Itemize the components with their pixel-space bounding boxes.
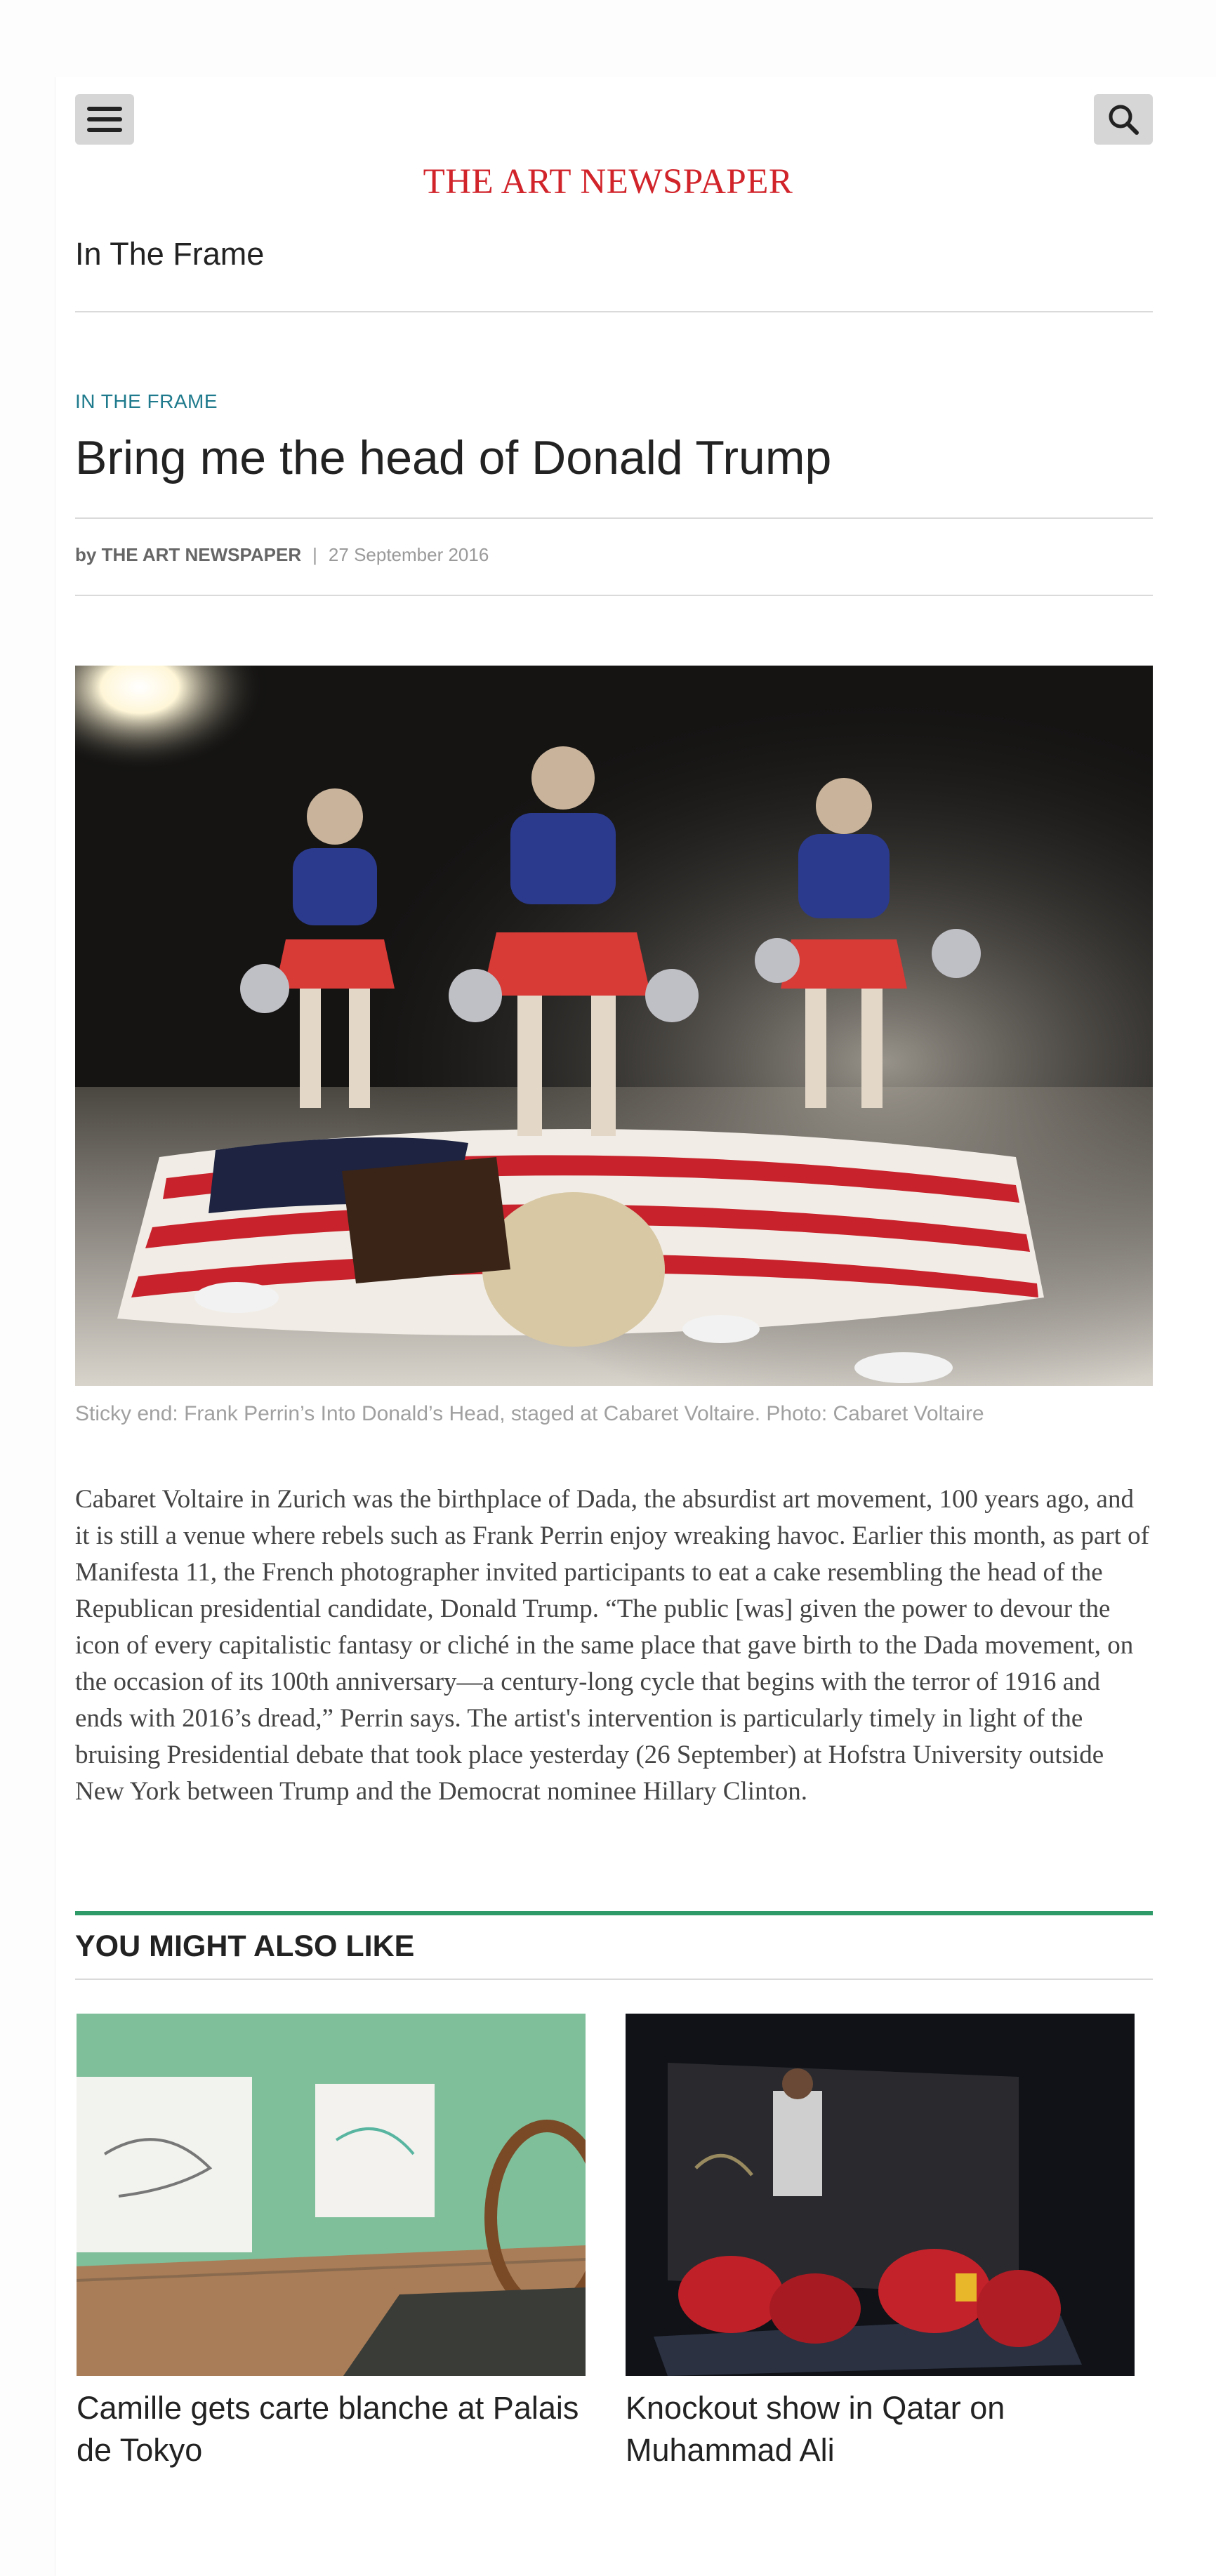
hero-image: [75, 666, 1153, 1386]
author-name[interactable]: THE ART NEWSPAPER: [101, 544, 302, 565]
related-card-image-1[interactable]: [77, 2014, 586, 2376]
search-icon: [1107, 103, 1139, 136]
section-title[interactable]: In The Frame: [75, 236, 265, 272]
publish-date: 27 September 2016: [328, 544, 489, 565]
article-kicker[interactable]: IN THE FRAME: [75, 390, 218, 412]
header-divider: [75, 311, 1153, 312]
related-card-image-2[interactable]: [626, 2014, 1135, 2376]
byline-separator: |: [312, 544, 317, 565]
related-accent-rule: [75, 1911, 1153, 1915]
headline-divider: [75, 517, 1153, 519]
search-button[interactable]: [1094, 94, 1153, 145]
related-card-title-1[interactable]: Camille gets carte blanche at Palais de Tokyo: [77, 2390, 579, 2468]
article-headline: Bring me the head of Donald Trump: [75, 431, 832, 484]
hamburger-menu-icon: [86, 104, 124, 135]
related-divider: [75, 1979, 1153, 1980]
related-heading: YOU MIGHT ALSO LIKE: [75, 1929, 415, 1963]
byline-divider: [75, 595, 1153, 596]
menu-button[interactable]: [75, 94, 134, 145]
byline: [75, 544, 1153, 566]
article-body: Cabaret Voltaire in Zurich was the birthplace of Dada, the absurdist art movement, 100 years ago, and it is still a venue where rebels such as Frank Perrin enjoy wreaking havoc. Earlier this month, as part of Manifesta 11, the French photographer invited participants to eat a cake resembling the head of the Republican presidential candidate, Donald Trump. “The public [was] given the power to devour the icon of every capitalistic fantasy or cliché in the same place that gave birth to the Dada movement, on the occasion of its 100th anniversary—a century-long cycle that begins with the terror of 1916 and ends with 2016’s dread,” Perrin says. The artist's intervention is particularly timely in light of the bruising Presidential debate that took place yesterday (26 September) at Hofstra University outside New York between Trump and the Democrat nominee Hillary Clinton.: [75, 1485, 1149, 1806]
byline-prefix: by THE ART NEWSPAPER: [75, 544, 302, 565]
site-logo[interactable]: THE ART NEWSPAPER: [423, 162, 793, 202]
related-card-title-2[interactable]: Knockout show in Qatar on Muhammad Ali: [626, 2390, 1005, 2468]
image-caption: Sticky end: Frank Perrin’s Into Donald’s Head, staged at Cabaret Voltaire. Photo: Cabaret Voltaire: [75, 1402, 984, 1425]
